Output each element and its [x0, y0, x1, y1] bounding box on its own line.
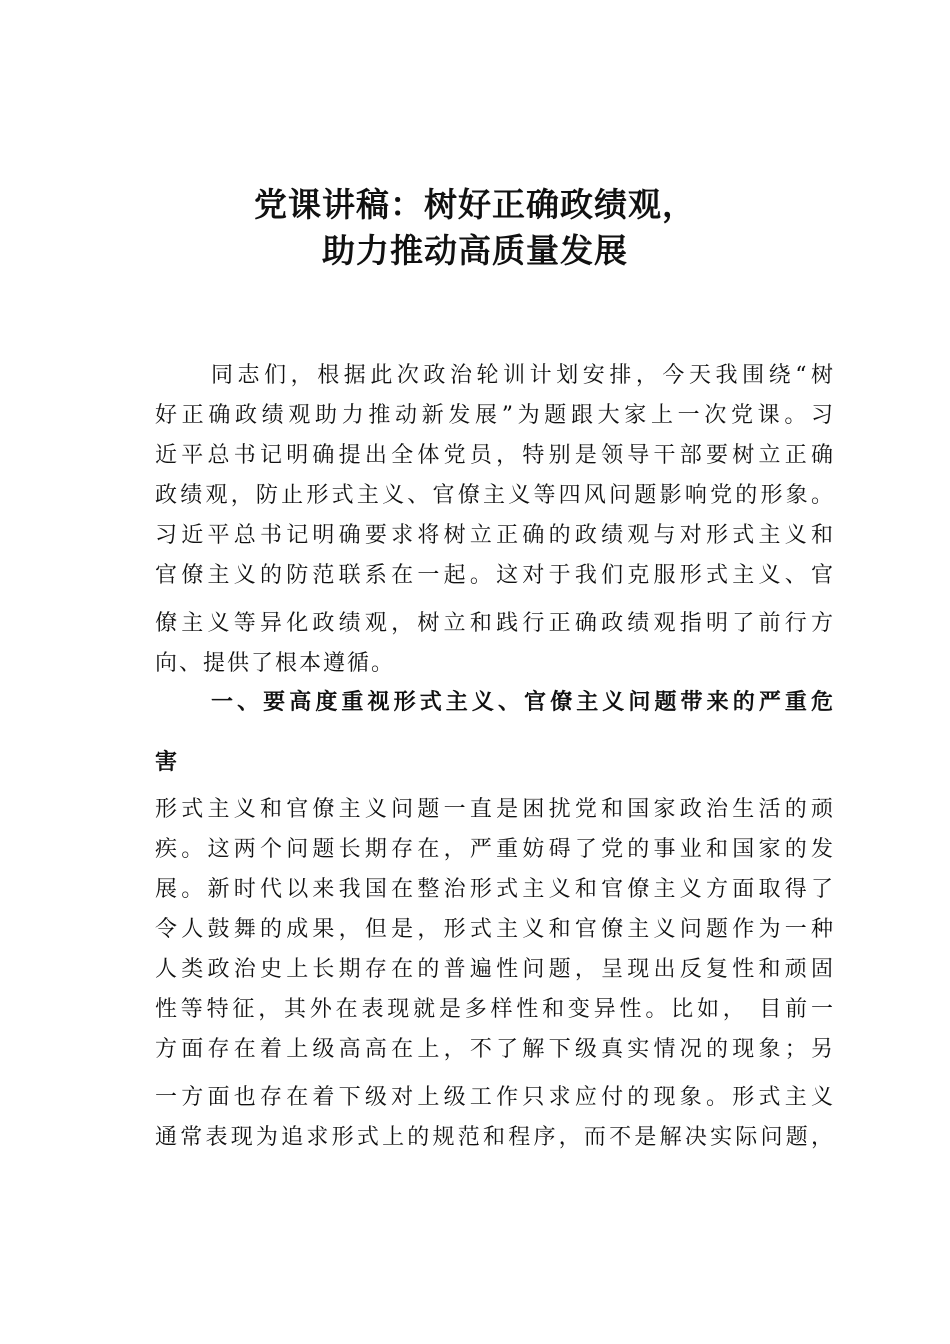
title-line-1: 党课讲稿：树好正确政绩观， — [254, 185, 696, 224]
document-title — [0, 182, 950, 274]
paragraph-line: 展。新时代以来我国在整治形式主义和官僚主义方面取得了 — [155, 877, 835, 902]
paragraph-line: 近平总书记明确提出全体党员，特别是领导干部要树立正确 — [155, 443, 835, 468]
paragraph-line: 疾。这两个问题长期存在，严重妨碍了党的事业和国家的发 — [155, 837, 835, 862]
paragraph-line: 令人鼓舞的成果，但是，形式主义和官僚主义问题作为一种 — [155, 917, 835, 942]
paragraph-line: 人类政治史上长期存在的普遍性问题，呈现出反复性和顽固 — [155, 957, 835, 982]
heading-line: 害 — [155, 750, 180, 775]
paragraph-line: 习近平总书记明确要求将树立正确的政绩观与对形式主义和 — [155, 523, 835, 548]
paragraph-section-1 — [155, 790, 835, 1158]
section-heading-1 — [155, 683, 835, 803]
paragraph-line: 形式主义和官僚主义问题一直是困扰党和国家政治生活的顽 — [155, 797, 835, 822]
paragraph-line: 僚主义等异化政绩观，树立和践行正确政绩观指明了前行方 — [155, 611, 835, 636]
paragraph-line: 方面存在着上级高高在上，不了解下级真实情况的现象；另 — [155, 1037, 835, 1062]
title-line-2: 助力推动高质量发展 — [322, 231, 628, 270]
paragraph-line: 好正确政绩观助力推动新发展”为题跟大家上一次党课。习 — [155, 403, 835, 428]
paragraph-line: 通常表现为追求形式上的规范和程序，而不是解决实际问题， — [155, 1125, 835, 1150]
paragraph-line: 官僚主义的防范联系在一起。这对于我们克服形式主义、官 — [155, 563, 835, 588]
paragraph-intro — [155, 356, 835, 684]
paragraph-line: 政绩观，防止形式主义、官僚主义等四风问题影响党的形象。 — [155, 483, 835, 508]
heading-line: 一、要高度重视形式主义、官僚主义问题带来的严重危 — [211, 690, 835, 715]
paragraph-line: 同志们，根据此次政治轮训计划安排，今天我围绕“树 — [211, 363, 835, 388]
paragraph-line: 性等特征，其外在表现就是多样性和变异性。比如， 目前一 — [155, 997, 835, 1022]
paragraph-line: 向、提供了根本遵循。 — [155, 651, 396, 676]
paragraph-line: 一方面也存在着下级对上级工作只求应付的现象。形式主义 — [155, 1085, 835, 1110]
